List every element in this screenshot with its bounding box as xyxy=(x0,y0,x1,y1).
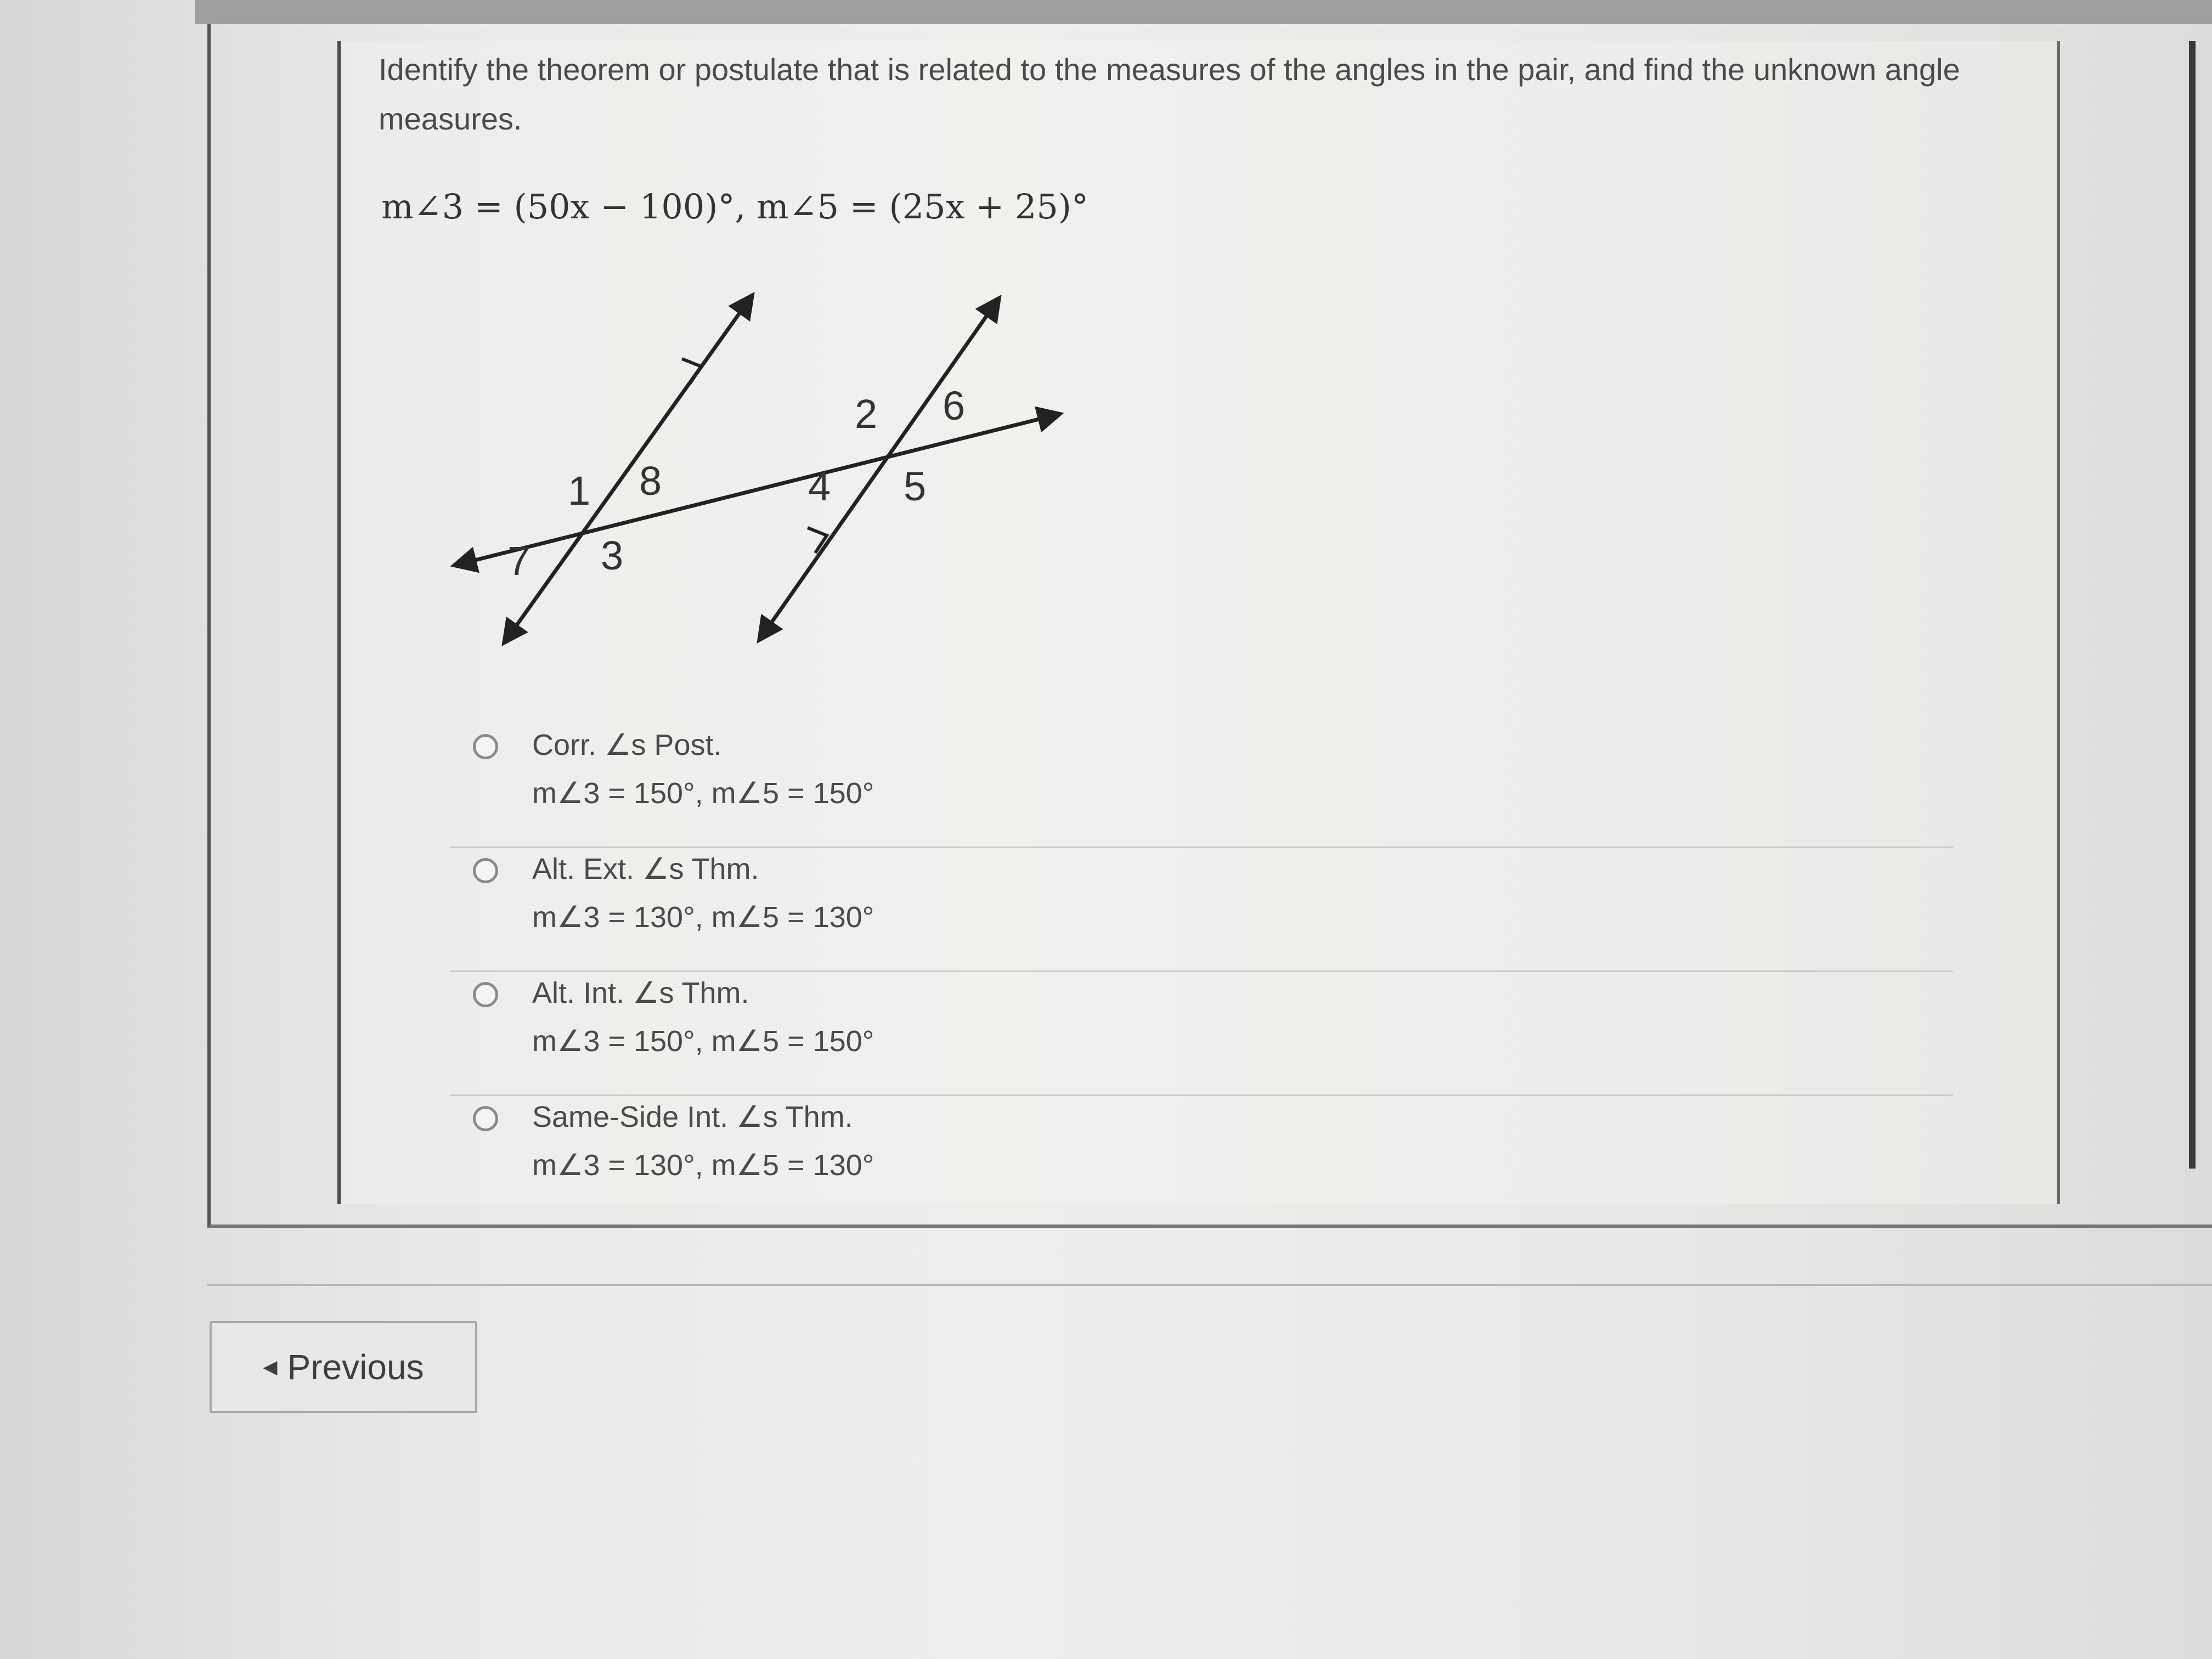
left-parallel-marker xyxy=(682,359,701,384)
choice-theorem-label: Corr. ∠s Post. xyxy=(532,729,722,761)
choice-angle-values: m∠3 = 150°, m∠5 = 150° xyxy=(532,1025,874,1058)
top-bar xyxy=(195,0,2212,24)
answer-choice-2[interactable] xyxy=(450,848,1953,972)
answer-choice-1[interactable] xyxy=(450,724,1953,848)
choice-angle-values: m∠3 = 130°, m∠5 = 130° xyxy=(532,1149,874,1182)
angle-label-3: 3 xyxy=(601,533,624,578)
radio-button-icon[interactable] xyxy=(473,982,498,1007)
angle-equation: m∠3 = (50x − 100)°, m∠5 = (25x + 25)° xyxy=(381,187,1088,227)
angle-label-6: 6 xyxy=(943,383,966,428)
angle-label-4: 4 xyxy=(808,464,831,509)
left-parallel-line xyxy=(505,296,752,642)
parallel-lines-diagram xyxy=(433,280,1092,664)
answer-choice-4[interactable] xyxy=(450,1096,1953,1220)
radio-button-icon[interactable] xyxy=(473,734,498,759)
angle-label-1: 1 xyxy=(568,468,591,514)
transversal-line xyxy=(455,414,1059,565)
section-divider xyxy=(207,1284,2212,1286)
previous-button-label: Previous xyxy=(287,1347,424,1387)
angle-label-2: 2 xyxy=(855,391,878,437)
choice-angle-values: m∠3 = 150°, m∠5 = 150° xyxy=(532,777,874,810)
choice-theorem-label: Same-Side Int. ∠s Thm. xyxy=(532,1101,853,1133)
angle-label-7: 7 xyxy=(507,538,531,584)
angle-label-8: 8 xyxy=(639,458,662,504)
answer-choice-3[interactable] xyxy=(450,972,1953,1096)
question-prompt: Identify the theorem or postulate that is related to the measures of the angles in the pair, and find the unknown angle measures. xyxy=(379,52,1960,136)
right-parallel-line xyxy=(760,299,998,639)
triangle-left-icon: ◀ xyxy=(263,1357,278,1378)
choice-theorem-label: Alt. Int. ∠s Thm. xyxy=(532,977,749,1009)
choice-theorem-label: Alt. Ext. ∠s Thm. xyxy=(532,853,759,885)
angle-label-5: 5 xyxy=(904,464,927,509)
card-right-edge xyxy=(2189,41,2196,1169)
answer-choices xyxy=(450,724,1953,1220)
previous-button[interactable] xyxy=(210,1321,477,1413)
choice-angle-values: m∠3 = 130°, m∠5 = 130° xyxy=(532,901,874,934)
radio-button-icon[interactable] xyxy=(473,1106,498,1131)
radio-button-icon[interactable] xyxy=(473,858,498,883)
